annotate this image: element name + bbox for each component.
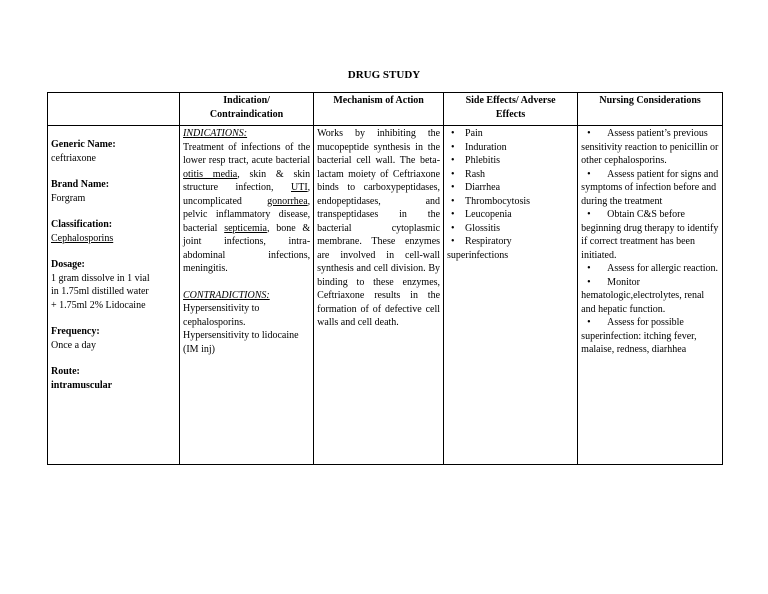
route-label: Route: bbox=[51, 366, 80, 377]
list-item: • Glossitis bbox=[447, 222, 574, 236]
bullet-icon: • bbox=[587, 276, 591, 288]
header-drug-info bbox=[48, 93, 180, 126]
nursing-text: Assess patient’s previous sensitivity reaction to penicillin or other cephalosporins. bbox=[581, 128, 719, 166]
contraindication-2: Hypersensitivity to lidocaine (IM inj) bbox=[183, 330, 299, 355]
brand-name-value: Forgram bbox=[51, 192, 86, 204]
list-item: • Leucopenia bbox=[447, 208, 574, 222]
classification-value: Cephalosporins bbox=[51, 232, 114, 244]
contraindication-1: Hypersensitivity to cephalosporins. bbox=[183, 303, 260, 328]
nursing-text: Assess for allergic reaction. bbox=[607, 263, 719, 274]
indications-text-b: , skin & skin structure infection, bbox=[183, 168, 311, 193]
list-item bbox=[581, 127, 719, 168]
contraindications-heading: CONTRADICTIONS: bbox=[183, 289, 270, 301]
side-effects-list bbox=[447, 127, 574, 262]
side-effect-last-b: superinfections bbox=[447, 249, 509, 261]
header-side-effects-line2: Effects bbox=[495, 108, 526, 120]
side-effect-last-a: Respiratory bbox=[465, 236, 512, 247]
nursing-text: Obtain C&S before beginning drug therapy to identify if correct treatment has been initiated. bbox=[581, 209, 719, 261]
frequency-label: Frequency: bbox=[51, 326, 100, 337]
generic-name-label: Generic Name: bbox=[51, 139, 116, 150]
bullet-icon: • bbox=[587, 317, 591, 328]
indications-uti: UTI bbox=[290, 182, 308, 193]
list-item bbox=[581, 168, 719, 209]
content-row bbox=[48, 126, 723, 465]
bullet-icon: • bbox=[587, 263, 591, 274]
page-title: DRUG STUDY bbox=[347, 69, 421, 81]
mechanism-text: Works by inhibiting the mucopeptide synthesis in the bacterial cell wall. The beta-lactam moiety of Ceftriaxone binds to carboxypeptidases, endopeptidases, and transpeptidases in the bacterial cytoplasmic membrane. These enzymes are involved in cell-wall synthesis and cell division. By binding to these enzymes, Ceftriaxone results in the formation of of defective cell walls and cell death. bbox=[317, 128, 441, 328]
list-item bbox=[447, 235, 574, 262]
bullet-icon: • bbox=[587, 128, 591, 139]
indications-text-e: , bone & joint infections, intra-abdominal infections, meningitis. bbox=[183, 222, 311, 274]
dosage-label: Dosage: bbox=[51, 259, 85, 270]
indications-otitis: otitis media bbox=[183, 168, 238, 180]
nursing-cell bbox=[578, 126, 723, 465]
indications-text bbox=[183, 141, 310, 276]
dosage-line-3: + 1.75ml 2% Lidocaine bbox=[51, 299, 146, 311]
indications-text-d: , pelvic inflammatory disease, bacterial bbox=[183, 195, 311, 234]
list-item: • Phlebitis bbox=[447, 154, 574, 168]
drug-info-cell bbox=[48, 126, 180, 465]
indications-text-a: Treatment of infections of the lower resp tract, acute bacterial bbox=[183, 141, 311, 166]
indications-septicemia: septicemia bbox=[224, 222, 267, 234]
indications-text-c: , uncomplicated bbox=[183, 182, 311, 207]
list-item: • Thrombocytosis bbox=[447, 195, 574, 209]
header-side-effects-line1: Side Effects/ Adverse bbox=[465, 95, 556, 106]
mechanism-cell bbox=[314, 126, 444, 465]
drug-study-table bbox=[47, 92, 723, 465]
header-indication bbox=[180, 93, 314, 126]
list-item bbox=[581, 316, 719, 357]
list-item bbox=[581, 208, 719, 262]
header-nursing: Nursing Considerations bbox=[578, 93, 723, 126]
dosage-line-1: 1 gram dissolve in 1 vial bbox=[51, 272, 150, 284]
dosage-line-2: in 1.75ml distilled water bbox=[51, 286, 149, 297]
list-item bbox=[581, 276, 719, 317]
bullet-icon: • bbox=[587, 209, 591, 220]
list-item bbox=[581, 262, 719, 276]
list-item: • Induration bbox=[447, 141, 574, 155]
nursing-text: Assess patient for signs and symptoms of infection before and during the treatment bbox=[581, 168, 719, 207]
header-row bbox=[48, 93, 723, 126]
indications-gonorrhea: gonorrhea bbox=[267, 195, 308, 207]
brand-name-label: Brand Name: bbox=[51, 179, 110, 190]
nursing-text: Monitor hematologic,electrolytes, renal and hepatic function. bbox=[581, 276, 705, 315]
route-value: intramuscular bbox=[51, 379, 113, 391]
list-item: • Diarrhea bbox=[447, 181, 574, 195]
bullet-icon: • bbox=[587, 168, 591, 180]
nursing-list bbox=[581, 127, 719, 357]
nursing-text: Assess for possible superinfection: itching fever, malaise, redness, diarhhea bbox=[581, 317, 697, 355]
indication-cell bbox=[180, 126, 314, 465]
classification-label: Classification: bbox=[51, 219, 113, 230]
side-effects-cell bbox=[444, 126, 578, 465]
indications-heading: INDICATIONS: bbox=[183, 128, 248, 139]
header-side-effects bbox=[444, 93, 578, 126]
generic-name-value: ceftriaxone bbox=[51, 152, 96, 164]
list-item: • Rash bbox=[447, 168, 574, 182]
header-indication-line2: Contraindication bbox=[209, 108, 284, 120]
list-item: • Pain bbox=[447, 127, 574, 141]
header-mechanism: Mechanism of Action bbox=[314, 93, 444, 126]
header-indication-line1: Indication/ bbox=[223, 95, 270, 106]
frequency-value: Once a day bbox=[51, 339, 96, 351]
